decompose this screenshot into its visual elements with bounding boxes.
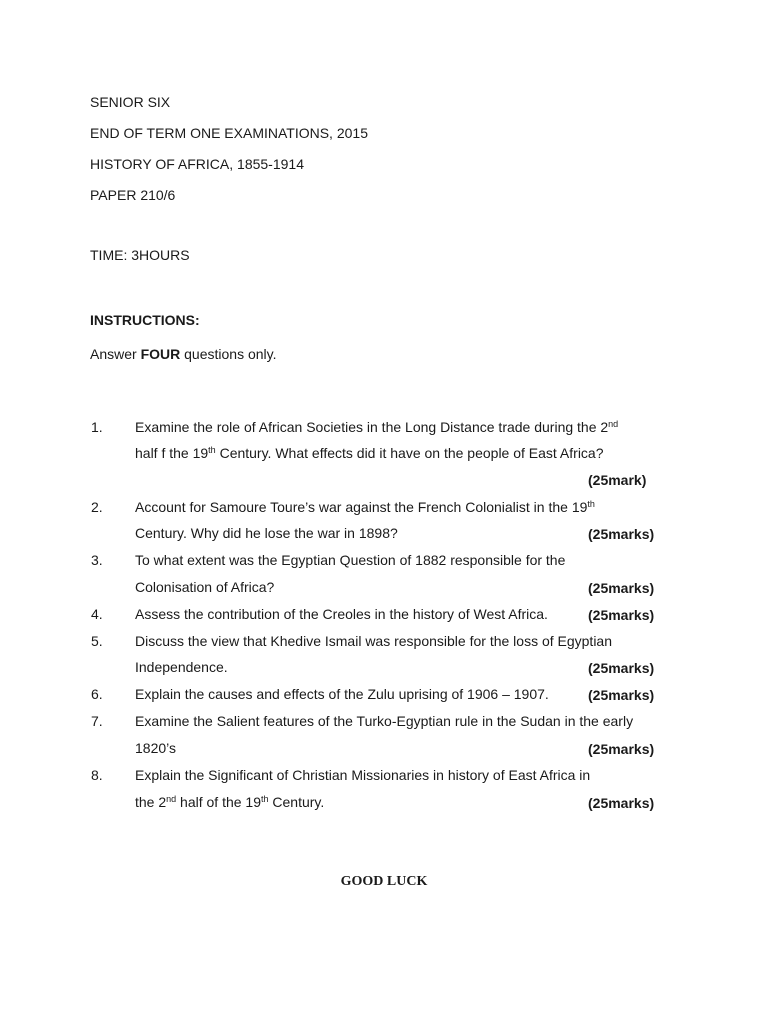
question-text-line: Explain the Significant of Christian Missionaries in history of East Africa in — [135, 767, 591, 783]
superscript: th — [587, 499, 595, 509]
question-text-line: Examine the Salient features of the Turko-Egyptian rule in the Sudan in the early — [135, 713, 634, 729]
exam-level: SENIOR SIX — [90, 94, 171, 110]
question-text-line: Explain the causes and effects of the Zulu uprising of 1906 – 1907. — [135, 686, 549, 702]
question-marks: (25marks) — [588, 580, 655, 596]
question-text-line — [135, 418, 618, 436]
question-text-line — [135, 444, 604, 462]
paper-code: PAPER 210/6 — [90, 187, 176, 203]
question-marks: (25marks) — [588, 607, 655, 623]
question-text-line: Independence. — [135, 659, 228, 675]
question-text-line — [135, 793, 324, 811]
question-text-line: To what extent was the Egyptian Question of 1882 responsible for the — [135, 552, 566, 568]
instructions-text — [90, 345, 277, 363]
question-number: 7. — [91, 713, 103, 729]
question-marks: (25marks) — [588, 660, 655, 676]
question-marks: (25mark) — [588, 472, 647, 488]
question-text: the 2 — [135, 794, 167, 810]
superscript: nd — [166, 794, 177, 804]
question-text: Century. — [268, 794, 325, 810]
instructions-post: questions only. — [180, 346, 277, 362]
question-number: 8. — [91, 767, 103, 783]
exam-subject: HISTORY OF AFRICA, 1855-1914 — [90, 156, 304, 172]
question-text: Examine the role of African Societies in the Long Distance trade during the 2 — [135, 419, 609, 435]
question-text-line — [135, 498, 595, 516]
question-number: 2. — [91, 499, 103, 515]
instructions-heading: INSTRUCTIONS: — [90, 312, 200, 328]
superscript: th — [261, 794, 269, 804]
question-text-line: Colonisation of Africa? — [135, 579, 275, 595]
question-text-line: Century. Why did he lose the war in 1898? — [135, 525, 398, 541]
instructions-pre: Answer — [90, 346, 141, 362]
superscript: th — [208, 445, 216, 455]
question-marks: (25marks) — [588, 741, 655, 757]
question-text: half of the 19 — [176, 794, 261, 810]
question-text-line: Assess the contribution of the Creoles in the history of West Africa. — [135, 606, 548, 622]
question-number: 6. — [91, 686, 103, 702]
question-marks: (25marks) — [588, 526, 655, 542]
question-number: 3. — [91, 552, 103, 568]
question-marks: (25marks) — [588, 795, 655, 811]
question-text-line: 1820’s — [135, 740, 177, 756]
question-number: 4. — [91, 606, 103, 622]
question-number: 1. — [91, 419, 103, 435]
question-text: Century. What effects did it have on the people of East Africa? — [215, 445, 604, 461]
question-marks: (25marks) — [588, 687, 655, 703]
superscript: nd — [608, 419, 619, 429]
question-number: 5. — [91, 633, 103, 649]
instructions-emphasis: FOUR — [140, 346, 181, 362]
question-text: Account for Samoure Toure’s war against the French Colonialist in the 19 — [135, 499, 588, 515]
exam-time: TIME: 3HOURS — [90, 247, 190, 263]
question-text-line: Discuss the view that Khedive Ismail was responsible for the loss of Egyptian — [135, 633, 613, 649]
question-text: half f the 19 — [135, 445, 209, 461]
exam-title: END OF TERM ONE EXAMINATIONS, 2015 — [90, 125, 368, 141]
good-luck: GOOD LUCK — [340, 874, 428, 889]
